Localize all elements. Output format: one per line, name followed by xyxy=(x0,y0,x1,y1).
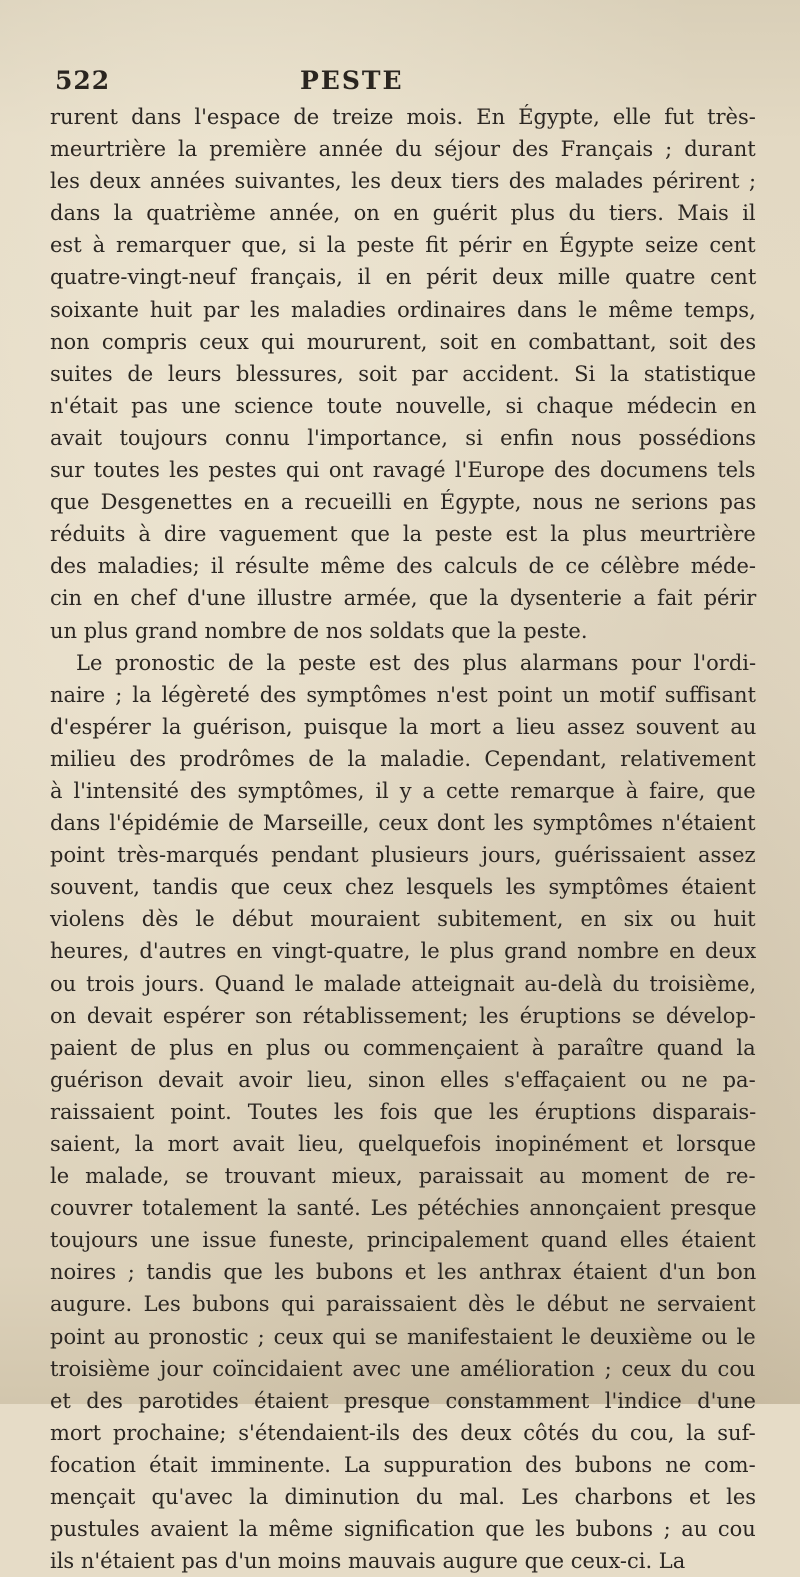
text-line: ils n'étaient pas d'un moins mauvais augure que ceux-ci. La xyxy=(50,1549,686,1574)
text-line: toujours une issue funeste, principalement quand elles étaient xyxy=(50,1228,756,1253)
text-line: que Desgenettes en a recueilli en Égypte, nous ne serions pas xyxy=(50,490,757,515)
text-line: cin en chef d'une illustre armée, que la dysenterie a fait périr xyxy=(50,586,757,611)
text-line: noires ; tandis que les bubons et les anthrax étaient d'un bon xyxy=(50,1260,757,1285)
text-line: augure. Les bubons qui paraissaient dès le début ne servaient xyxy=(50,1292,756,1317)
text-line: raissaient point. Toutes les fois que les éruptions disparais- xyxy=(50,1099,757,1124)
text-line: couvrer totalement la santé. Les pétéchies annonçaient presque xyxy=(50,1196,757,1221)
text-line: milieu des prodrômes de la maladie. Cependant, relativement xyxy=(50,746,756,771)
text-line: point au pronostic ; ceux qui se manifestaient le deuxième ou le xyxy=(50,1324,756,1349)
text-line: paient de plus en plus ou commençaient à paraître quand la xyxy=(50,1035,756,1060)
text-line: non compris ceux qui moururent, soit en combattant, soit des xyxy=(50,329,757,354)
paragraph-start-line: Le pronostic de la peste est des plus alarmans pour l'ordi- xyxy=(76,650,757,675)
text-line: mort prochaine; s'étendaient-ils des deux côtés du cou, la suf- xyxy=(50,1420,756,1445)
text-line: les deux années suivantes, les deux tiers des malades périrent ; xyxy=(50,169,757,194)
text-line: guérison devait avoir lieu, sinon elles s'effaçaient ou ne pa- xyxy=(50,1067,756,1092)
page-number: 522 xyxy=(55,66,111,95)
text-line: pustules avaient la même signification que les bubons ; au cou xyxy=(50,1517,756,1542)
text-line: quatre-vingt-neuf français, il en périt deux mille quatre cent xyxy=(50,265,757,290)
text-line: mençait qu'avec la diminution du mal. Les charbons et les xyxy=(50,1485,757,1510)
text-line: meurtrière la première année du séjour des Français ; durant xyxy=(50,137,756,162)
text-line: d'espérer la guérison, puisque la mort a lieu assez souvent au xyxy=(50,714,757,739)
text-line: est à remarquer que, si la peste fit périr en Égypte seize cent xyxy=(50,233,756,258)
text-line: n'était pas une science toute nouvelle, si chaque médecin en xyxy=(50,393,757,418)
text-line: réduits à dire vaguement que la peste est la plus meurtrière xyxy=(50,522,756,547)
text-line: des maladies; il résulte même des calculs de ce célèbre méde- xyxy=(50,554,757,579)
running-title: PESTE xyxy=(300,66,404,95)
text-line: dans l'épidémie de Marseille, ceux dont les symptômes n'étaient xyxy=(50,811,756,836)
page-header xyxy=(55,66,755,102)
text-line: on devait espérer son rétablissement; les éruptions se dévelop- xyxy=(50,1003,756,1028)
text-line: rurent dans l'espace de treize mois. En Égypte, elle fut très- xyxy=(50,105,756,129)
text-line: le malade, se trouvant mieux, paraissait au moment de re- xyxy=(50,1164,756,1189)
text-line: soixante huit par les maladies ordinaires dans le même temps, xyxy=(50,297,756,322)
text-line: saient, la mort avait lieu, quelquefois inopinément et lorsque xyxy=(50,1132,757,1156)
text-line: naire ; la légèreté des symptômes n'est point un motif suffisant xyxy=(50,682,756,707)
text-line: focation était imminente. La suppuration des bubons ne com- xyxy=(50,1452,756,1477)
text-line: un plus grand nombre de nos soldats que la peste. xyxy=(50,618,588,643)
text-line: heures, d'autres en vingt-quatre, le plus grand nombre en deux xyxy=(50,939,757,964)
text-line: à l'intensité des symptômes, il y a cette remarque à faire, que xyxy=(50,778,756,803)
body-text xyxy=(50,101,756,1577)
text-line: point très-marqués pendant plusieurs jours, guérissaient assez xyxy=(50,843,756,868)
text-line: et des parotides étaient presque constamment l'indice d'une xyxy=(50,1388,756,1413)
text-line: troisième jour coïncidaient avec une amélioration ; ceux du cou xyxy=(50,1356,756,1381)
text-line: violens dès le début mouraient subitement, en six ou huit xyxy=(50,907,756,932)
text-line: sur toutes les pestes qui ont ravagé l'Europe des documens tels xyxy=(50,458,756,483)
text-line: dans la quatrième année, on en guérit plus du tiers. Mais il xyxy=(50,201,756,226)
text-line: suites de leurs blessures, soit par accident. Si la statistique xyxy=(50,361,757,386)
text-line: souvent, tandis que ceux chez lesquels les symptômes étaient xyxy=(50,875,756,900)
text-line: ou trois jours. Quand le malade atteignait au-delà du troisième, xyxy=(50,971,757,996)
text-line: avait toujours connu l'importance, si enfin nous possédions xyxy=(50,425,757,450)
